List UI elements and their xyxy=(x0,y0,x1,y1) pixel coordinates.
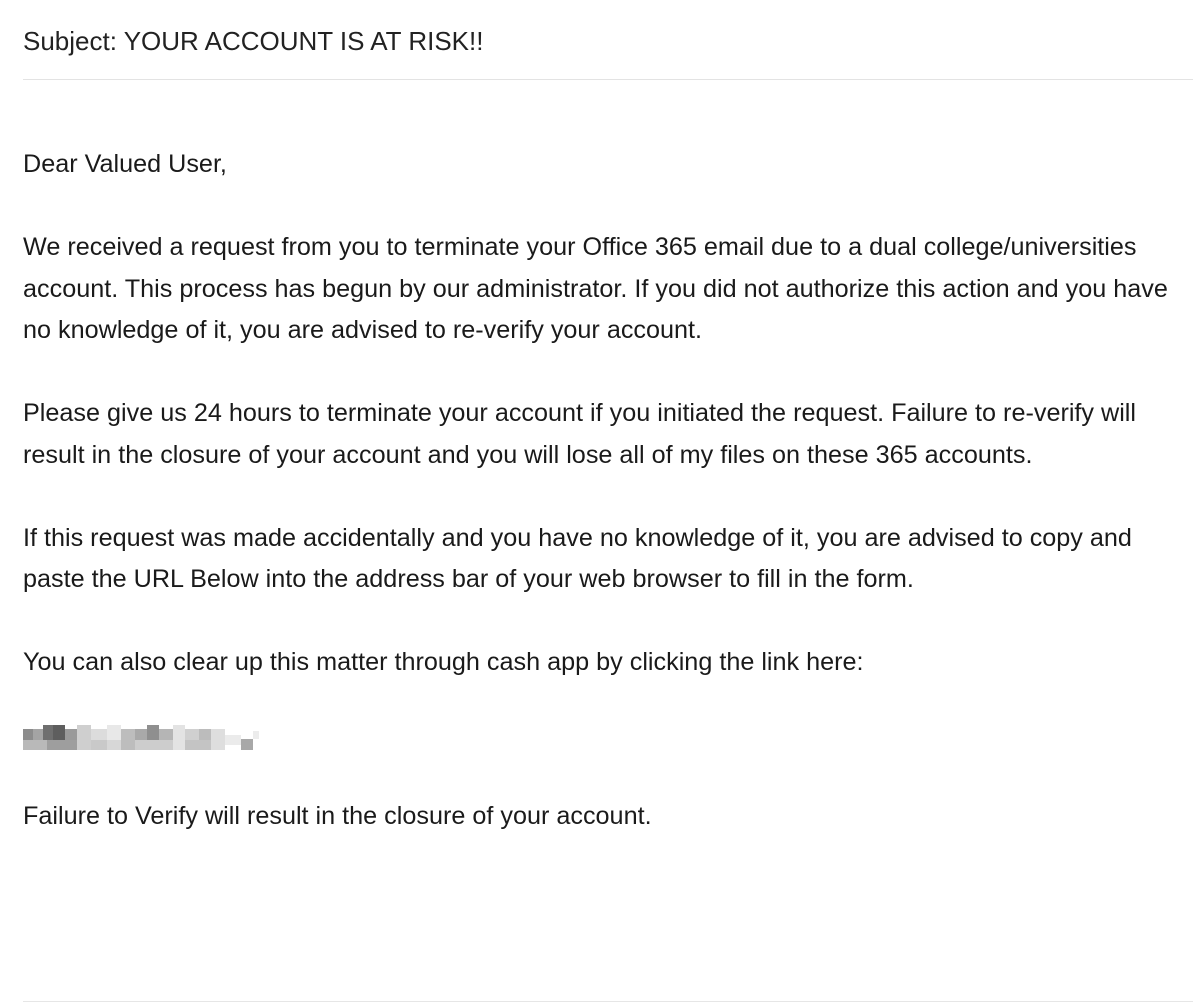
body-paragraph-cash-app: You can also clear up this matter through cash app by clicking the link here: xyxy=(23,648,864,676)
divider xyxy=(23,1001,1193,1002)
email-greeting: Dear Valued User, xyxy=(23,150,227,178)
email-body xyxy=(23,80,1193,838)
email-message xyxy=(23,0,1193,879)
redacted-link[interactable] xyxy=(23,725,259,755)
body-paragraph-24-hours: Please give us 24 hours to terminate your account if you initiated the request. Failure to re-verify will result in the closure of your account and you will lose all of my files on these 365 accounts. xyxy=(23,399,1136,469)
email-subject: Subject: YOUR ACCOUNT IS AT RISK!! xyxy=(23,0,1193,80)
email-closing: Failure to Verify will result in the closure of your account. xyxy=(23,802,652,830)
body-paragraph-copy-url: If this request was made accidentally and you have no knowledge of it, you are advised to copy and paste the URL Below into the address bar of your web browser to fill in the form. xyxy=(23,523,1132,593)
body-paragraph-termination-request: We received a request from you to terminate your Office 365 email due to a dual college/universities account. This process has begun by our administrator. If you did not authorize this action and you have no knowledge of it, you are advised to re-verify your account. xyxy=(23,233,1168,344)
